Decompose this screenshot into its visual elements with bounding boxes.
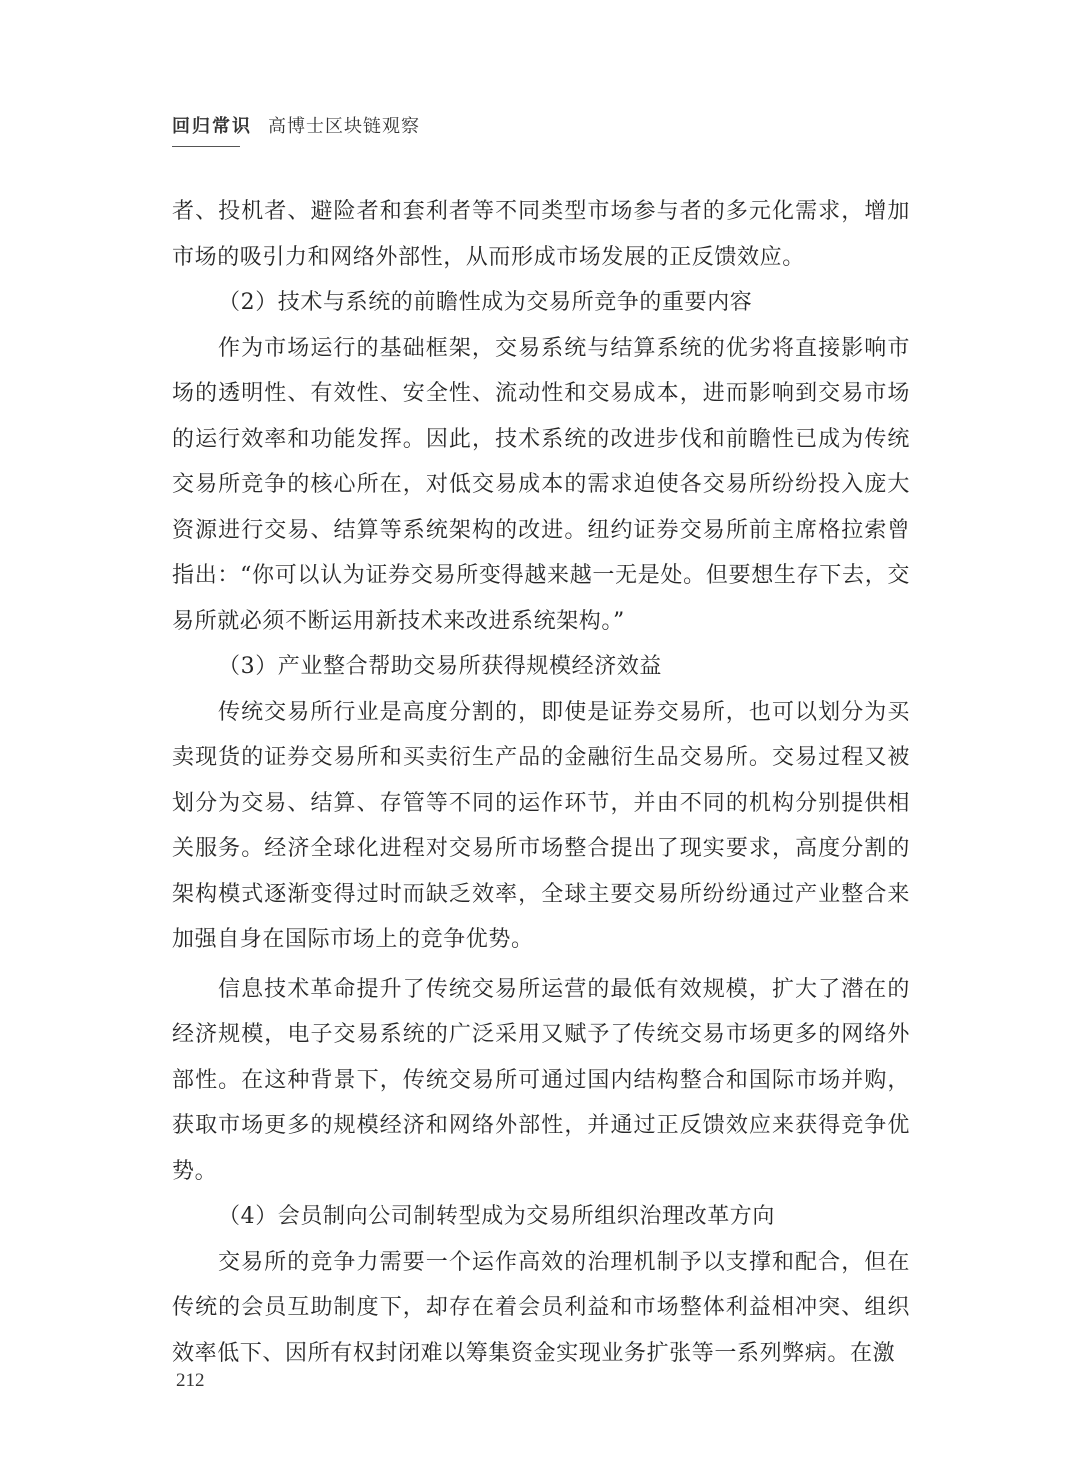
book-title: 回归常识 (172, 116, 252, 137)
page-number: 212 (176, 1370, 205, 1391)
page-body (172, 189, 910, 1376)
paragraph: 作为市场运行的基础框架，交易系统与结算系统的优劣将直接影响市场的透明性、有效性、安全性、流动性和交易成本，进而影响到交易市场的运行效率和功能发挥。因此，技术系统的改进步伐和前瞻性已成为传统交易所竞争的核心所在，对低交易成本的需求迫使各交易所纷纷投入庞大资源进行交易、结算等系统架构的改进。纽约证券交易所前主席格拉索曾指出：“你可以认为证券交易所变得越来越一无是处。但要想生存下去，交易所就必须不断运用新技术来改进系统架构。” (172, 335, 910, 634)
paragraph-continuation: 者、投机者、避险者和套利者等不同类型市场参与者的多元化需求，增加市场的吸引力和网络外部性，从而形成市场发展的正反馈效应。 (172, 199, 910, 270)
section-heading-2: （2）技术与系统的前瞻性成为交易所竞争的重要内容 (218, 290, 753, 315)
header-rule (172, 146, 240, 147)
paragraph: 交易所的竞争力需要一个运作高效的治理机制予以支撑和配合，但在传统的会员互助制度下，却存在着会员利益和市场整体利益相冲突、组织效率低下、因所有权封闭难以筹集资金实现业务扩张等一系列弊病。在激 (172, 1249, 910, 1366)
book-subtitle: 高博士区块链观察 (268, 116, 420, 137)
running-header (172, 112, 420, 142)
section-heading-4: （4）会员制向公司制转型成为交易所组织治理改革方向 (218, 1204, 775, 1229)
paragraph: 传统交易所行业是高度分割的，即使是证券交易所，也可以划分为买卖现货的证券交易所和买卖衍生产品的金融衍生品交易所。交易过程又被划分为交易、结算、存管等不同的运作环节，并由不同的机构分别提供相关服务。经济全球化进程对交易所市场整合提出了现实要求，高度分割的架构模式逐渐变得过时而缺乏效率，全球主要交易所纷纷通过产业整合来加强自身在国际市场上的竞争优势。 (172, 699, 910, 952)
section-heading-3: （3）产业整合帮助交易所获得规模经济效益 (218, 654, 662, 679)
paragraph: 信息技术革命提升了传统交易所运营的最低有效规模，扩大了潜在的经济规模，电子交易系统的广泛采用又赋予了传统交易市场更多的网络外部性。在这种背景下，传统交易所可通过国内结构整合和国际市场并购，获取市场更多的规模经济和网络外部性，并通过正反馈效应来获得竞争优势。 (172, 976, 910, 1184)
